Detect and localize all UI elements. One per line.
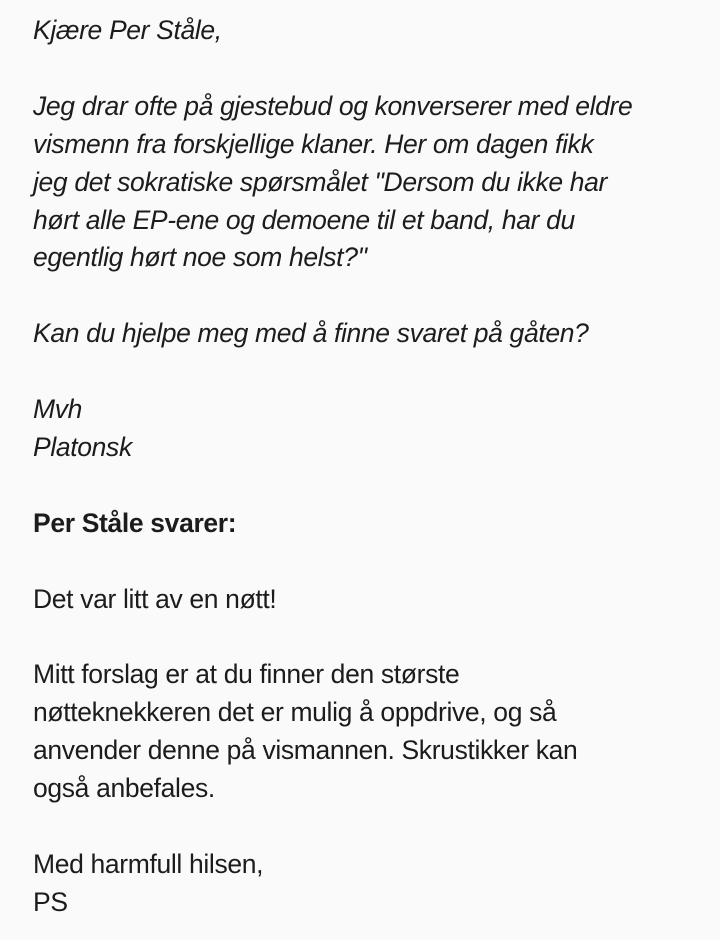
reply-signature: PS <box>33 886 68 917</box>
letter-signature: Platonsk <box>33 431 132 462</box>
letter-question <box>33 315 698 353</box>
reply-body-line: også anbefales. <box>33 773 215 804</box>
reply-body <box>33 656 698 808</box>
spacer <box>33 353 698 391</box>
letter-body-line: vismenn fra forskjellige klaner. Her om dagen fikk <box>33 128 594 159</box>
spacer <box>33 543 698 581</box>
letter-greeting <box>33 12 698 50</box>
letter-body-line: egentlig hørt noe som helst?" <box>33 242 367 273</box>
reply-heading <box>33 505 698 543</box>
spacer <box>33 467 698 505</box>
reply-opening-text: Det var litt av en nøtt! <box>33 583 277 614</box>
spacer <box>33 808 698 846</box>
signoff-text: Mvh <box>33 394 83 425</box>
spacer <box>33 618 698 656</box>
reply-opening <box>33 581 698 619</box>
letter-body-line: Jeg drar ofte på gjestebud og konverserer med eldre <box>33 90 633 121</box>
question-text: Kan du hjelpe meg med å finne svaret på gåten? <box>33 318 589 349</box>
reply-body-line: Mitt forslag er at du finner den største <box>33 659 460 690</box>
letter-body-line: jeg det sokratiske spørsmålet "Dersom du ikke har <box>33 166 608 197</box>
reply-closing <box>33 846 698 922</box>
reply-body-line: anvender denne på vismannen. Skrustikker kan <box>33 735 578 766</box>
letter-body <box>33 88 698 278</box>
letter-signoff <box>33 391 698 467</box>
closing-text: Med harmfull hilsen, <box>33 848 264 879</box>
spacer <box>33 277 698 315</box>
reply-body-line: nøtteknekkeren det er mulig å oppdrive, og så <box>33 697 557 728</box>
greeting-text: Kjære Per Ståle, <box>33 15 222 45</box>
letter-body-line: hørt alle EP-ene og demoene til et band, har du <box>33 204 575 235</box>
column-content <box>33 12 698 922</box>
spacer <box>33 50 698 88</box>
reply-heading-text: Per Ståle svarer: <box>33 507 237 538</box>
